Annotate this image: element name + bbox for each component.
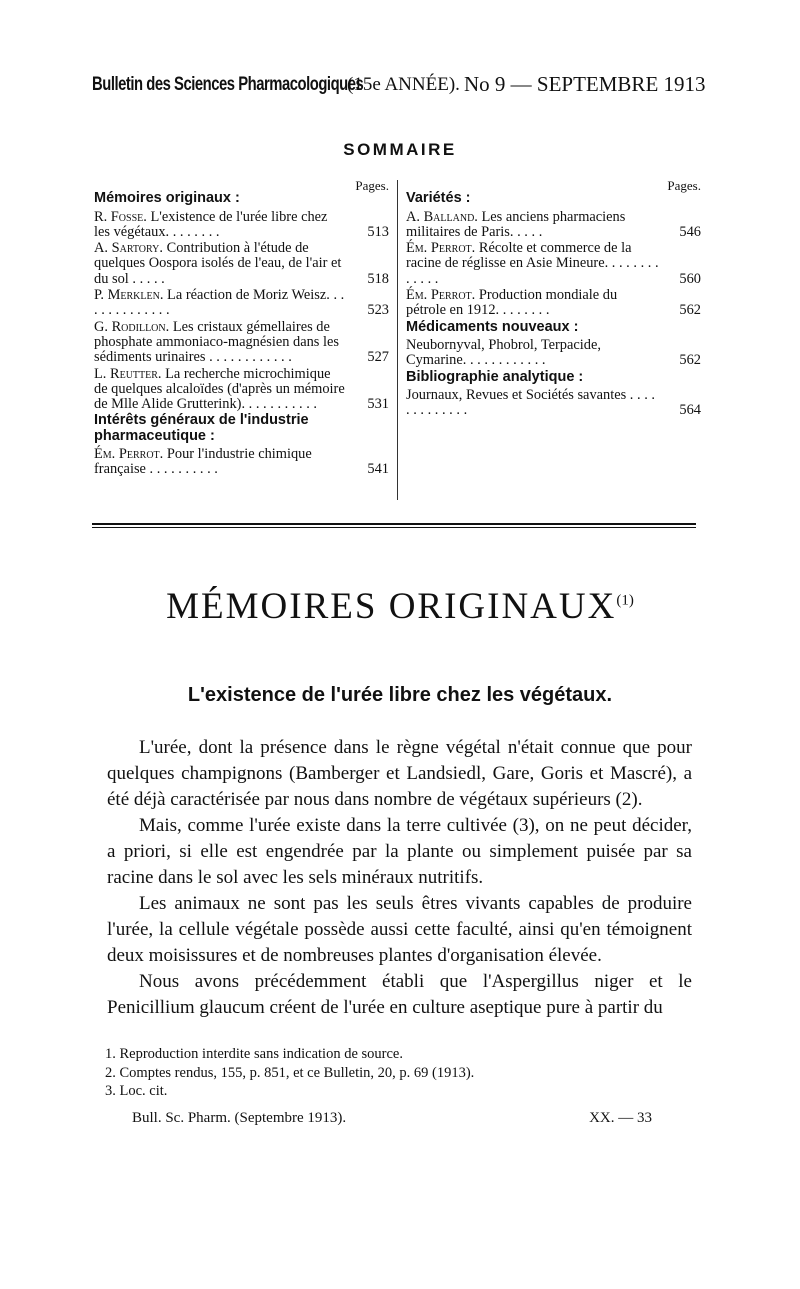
toc-entry-author: G. Rodillon. xyxy=(94,318,170,335)
footer-page-number: XX. — 33 xyxy=(589,1110,652,1126)
toc-section-heading: Bibliographie analytique : xyxy=(406,368,584,385)
toc-entry-title: Contribution à l'étude de quelques Oospora isolés de l'eau, de l'air et du sol . . . . . xyxy=(94,240,342,287)
toc-entry xyxy=(406,241,701,287)
toc-entry-page: 562 xyxy=(679,302,701,319)
footnote: 3. Loc. cit. xyxy=(105,1083,168,1099)
sommaire-heading: SOMMAIRE xyxy=(343,140,457,159)
toc-entry-title: Neubornyval, Phobrol, Terpacide, Cymarine. . . . . . . . . . . . xyxy=(406,336,601,369)
toc-entry-author: R. Fosse. xyxy=(94,208,147,225)
article-body xyxy=(107,735,692,1021)
toc-entry xyxy=(94,210,389,241)
footnote: 2. Comptes rendus, 155, p. 851, et ce Bulletin, 20, p. 69 (1913). xyxy=(105,1064,475,1081)
toc-entry-title: Les cristaux gémellaires de phosphate ammoniaco-magnésien dans les sédiments urinaires . . . . . . . . . . . . xyxy=(94,318,339,366)
journal-year: (15e ANNÉE). xyxy=(347,74,460,95)
toc-entry-title: Les anciens pharmaciens militaires de Paris. . . . . xyxy=(406,208,626,240)
toc-entry-author: A. Balland. xyxy=(406,208,478,225)
toc-entry-page: 531 xyxy=(367,396,389,413)
footnotes xyxy=(105,1045,665,1101)
toc-entry xyxy=(94,320,389,366)
footnote: 1. Reproduction interdite sans indication de source. xyxy=(105,1046,403,1062)
toc-left-column xyxy=(94,178,389,479)
journal-name: Bulletin des Sciences Pharmacologiques xyxy=(92,74,364,95)
toc-section-heading: Variétés : xyxy=(406,190,471,207)
body-paragraph: Nous avons précédemment établi que l'Aspergillus niger et le Penicillium glaucum créent de l'urée en culture aseptique pure à partir du xyxy=(107,971,692,1018)
toc-entry xyxy=(406,210,701,241)
body-paragraph: Mais, comme l'urée existe dans la terre cultivée (3), on ne peut décider, a priori, si elle est engendrée par la plante ou simplement puisée par sa racine dans le sol avec les sels minéraux nutritifs. xyxy=(107,815,692,888)
footer-citation: Bull. Sc. Pharm. (Septembre 1913). xyxy=(132,1110,347,1126)
toc-right-column xyxy=(406,178,701,419)
toc-section-heading: Mémoires originaux : xyxy=(94,190,240,207)
main-title-text: MÉMOIRES ORIGINAUX xyxy=(166,586,617,627)
article-title: L'existence de l'urée libre chez les végétaux. xyxy=(187,684,613,706)
toc-entry-title: Pour l'industrie chimique française . . . . . . . . . . xyxy=(94,446,312,478)
toc-entry-page: 527 xyxy=(367,349,389,366)
toc-entry xyxy=(94,241,389,287)
toc-entry-author: Ém. Perrot. xyxy=(94,446,164,463)
page-footer xyxy=(132,1110,672,1132)
body-paragraph: Les animaux ne sont pas les seuls êtres vivants capables de produire l'urée, la cellule végétale possède aussi cette faculté, ainsi qu'en témoignent deux moisissures et de nombreuses plantes d'organisation élevée. xyxy=(107,893,692,966)
toc-entry-title: La réaction de Moriz Weisz. . . . . . . . . . . . . . xyxy=(94,287,345,319)
section-rule-thin xyxy=(92,527,696,528)
section-rule xyxy=(92,523,696,525)
toc-entry-author: L. Reutter. xyxy=(94,365,162,382)
toc-entry-title: Production mondiale du pétrole en 1912. . . . . . . . xyxy=(406,287,618,319)
toc-entry-title: La recherche microchimique de quelques alcaloïdes (d'après un mémoire de Mlle Alide Grutterink). . . . . . . . . . . xyxy=(94,365,345,413)
pages-label: Pages. xyxy=(355,178,389,193)
main-title-footnote-mark: (1) xyxy=(616,592,634,609)
toc-entry-page: 564 xyxy=(679,402,701,419)
toc-entry-author: Ém. Perrot. xyxy=(406,287,476,304)
toc-entry-page: 562 xyxy=(679,352,701,369)
body-paragraph: L'urée, dont la présence dans le règne végétal n'était connue que pour quelques champignons (Bamberger et Landsiedl, Gare, Goris et Mascré), a été déjà caractérisée par nous dans nombre de végétaux supérieurs (2). xyxy=(107,737,692,810)
main-title xyxy=(0,585,800,628)
toc-entry-page: 560 xyxy=(679,270,701,287)
toc-entry-author: A. Sartory. xyxy=(94,240,163,257)
toc-entry-author: P. Merklen. xyxy=(94,287,164,304)
toc-entry xyxy=(406,338,701,369)
toc-entry xyxy=(94,288,389,319)
toc-entry xyxy=(94,447,389,478)
toc-entry-title: Journaux, Revues et Sociétés savantes . . . . . . . . . . . . . xyxy=(406,386,655,419)
toc-entry-page: 513 xyxy=(367,223,389,240)
toc-entry-page: 546 xyxy=(679,223,701,240)
toc-entry-page: 541 xyxy=(367,461,389,478)
toc-section-heading: Intérêts généraux de l'industrie pharmaceutique : xyxy=(94,412,309,444)
pages-label: Pages. xyxy=(667,178,701,193)
toc-entry-page: 523 xyxy=(367,302,389,319)
toc-entry xyxy=(406,388,701,419)
toc-entry-title: L'existence de l'urée libre chez les végétaux. . . . . . . . xyxy=(94,208,328,240)
toc-entry xyxy=(406,288,701,319)
issue-number: No 9 — SEPTEMBRE 1913 xyxy=(464,72,706,96)
column-divider xyxy=(397,180,398,500)
toc-entry-title: Récolte et commerce de la racine de réglisse en Asie Mineure. . . . . . . . . . . . . xyxy=(406,240,659,287)
toc-entry-author: Ém. Perrot. xyxy=(406,240,476,257)
toc-entry-page: 518 xyxy=(367,270,389,287)
toc-section-heading: Médicaments nouveaux : xyxy=(406,318,579,335)
toc-entry xyxy=(94,367,389,413)
running-header xyxy=(92,70,706,104)
